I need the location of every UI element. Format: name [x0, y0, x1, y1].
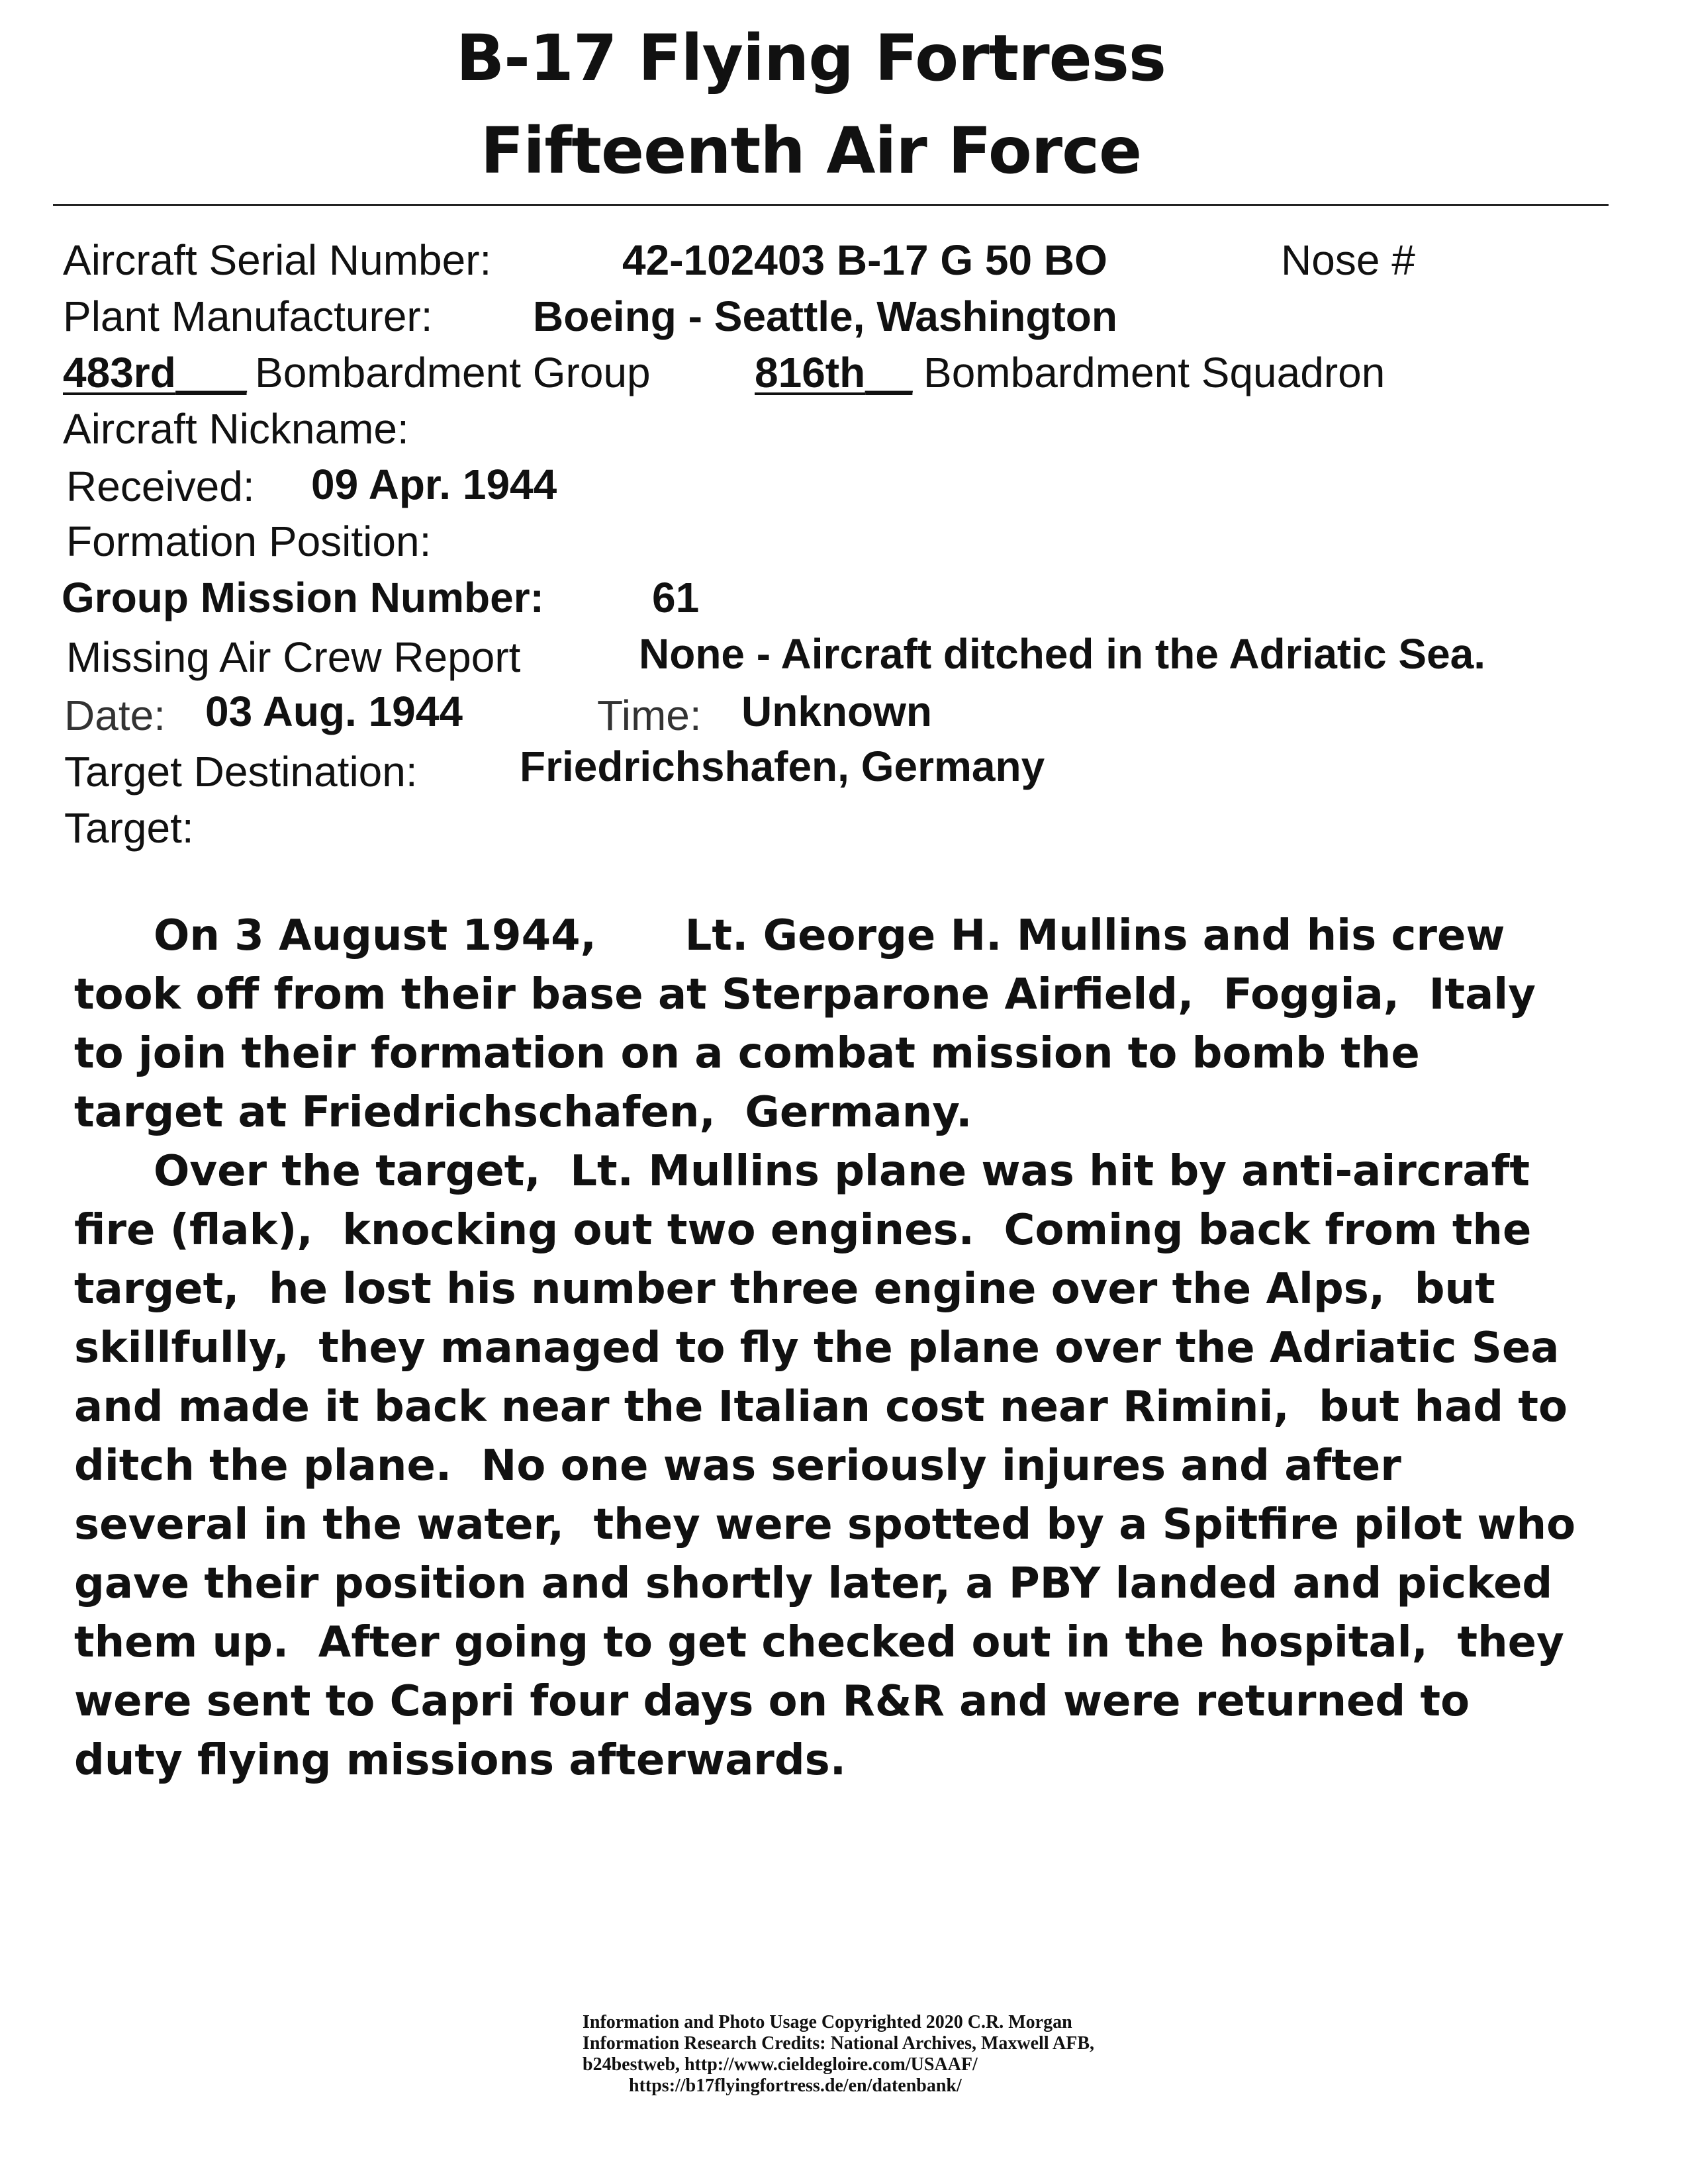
nickname-label: Aircraft Nickname:: [63, 405, 409, 453]
nose-label: Nose #: [1281, 236, 1415, 284]
received-label: Received:: [66, 463, 255, 510]
header-divider: [53, 204, 1609, 206]
narrative: [74, 907, 1591, 1790]
plant-value: Boeing - Seattle, Washington: [533, 293, 1117, 340]
plant-label: Plant Manufacturer:: [63, 293, 433, 340]
time-label: Time:: [597, 692, 702, 739]
page-title-line2: Fifteenth Air Force: [480, 114, 1142, 188]
date-label: Date:: [64, 692, 165, 739]
squadron-label: Bombardment Squadron: [923, 349, 1385, 396]
destination-value: Friedrichshafen, Germany: [520, 743, 1045, 790]
serial-label: Aircraft Serial Number:: [63, 236, 492, 284]
group-value: 483rd___: [63, 349, 247, 396]
macr-value: None - Aircraft ditched in the Adriatic Sea.: [639, 630, 1486, 678]
target-label: Target:: [64, 804, 194, 852]
narrative-paragraph-1: On 3 August 1944, Lt. George H. Mullins and his crew took off from their base at Sterparone Airfield, Foggia, Italy to join their formation on a combat mission to bomb the target at Friedrichschafen, Germany.: [74, 911, 1551, 1137]
destination-label: Target Destination:: [64, 748, 418, 796]
group-label: Bombardment Group: [255, 349, 651, 396]
serial-value: 42-102403 B-17 G 50 BO: [622, 236, 1107, 284]
received-value: 09 Apr. 1944: [311, 461, 557, 508]
time-value: Unknown: [741, 688, 932, 735]
macr-label: Missing Air Crew Report: [66, 633, 521, 681]
credits: [583, 2012, 1094, 2097]
credit-line-3: b24bestweb, http://www.cieldegloire.com/USAAF/: [583, 2054, 978, 2075]
narrative-paragraph-2: Over the target, Lt. Mullins plane was hit by anti-aircraft fire (flak), knocking out two engines. Coming back from the target, he lost his number three engine over the Alps, but skillfully, they managed to fly the plane over the Adriatic Sea and made it back near the Italian cost near Rimini, but had to ditch the plane. No one was seriously injures and after several in the water, they were spotted by a Spitfire pilot who gave their position and shortly later, a PBY landed and picked them up. After going to get checked out in the hospital, they were sent to Capri four days on R&R and were returned to duty flying missions afterwards.: [74, 1147, 1591, 1785]
formation-label: Formation Position:: [66, 518, 432, 565]
squadron-value: 816th__: [755, 349, 913, 396]
page-title-line1: B-17 Flying Fortress: [455, 21, 1166, 95]
date-value: 03 Aug. 1944: [205, 688, 463, 735]
credit-line-4: https://b17flyingfortress.de/en/datenbank/: [629, 2075, 962, 2096]
credit-line-1: Information and Photo Usage Copyrighted 2020 C.R. Morgan: [583, 2012, 1072, 2032]
mission-label: Group Mission Number:: [62, 574, 544, 621]
mission-value: 61: [652, 574, 700, 621]
credit-line-2: Information Research Credits: National Archives, Maxwell AFB,: [583, 2033, 1095, 2054]
